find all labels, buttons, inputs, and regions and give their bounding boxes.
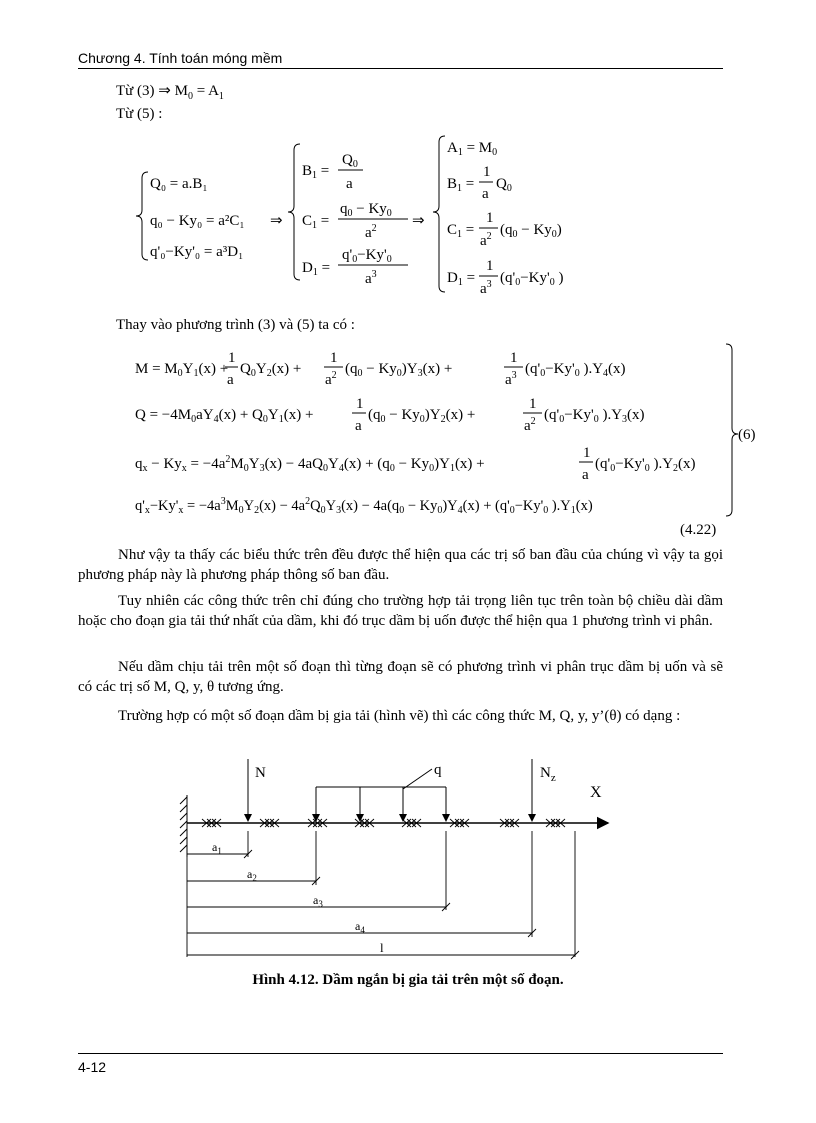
svg-text:Q0Y2(x) +: $Q_0Y_2(x)$ + xyxy=(240,361,302,379)
label-Nz: $N_z$ xyxy=(540,765,556,784)
equation-qprime-x: $q'_x-Ky'_x = -4a^3M_0Y_2(x) - 4a^2Q_0Y_3(x) - 4a(q_0 - Ky_0)Y_4(x) + (q'_0-Ky'_0$ )$.Y_1(x)$ xyxy=(135,496,593,516)
line-from-3: Từ (3) ⇒ $M_0 = A_1$ xyxy=(116,83,224,102)
svg-text:(q'0−Ky'0 ).Y3(x): ($q'_0-Ky'_0$ )$.Y_3(x)$ xyxy=(544,407,645,425)
sys1-line-2: q₀ − Ky₀ = a²C₁ xyxy=(150,213,245,229)
paragraph-4: Trường hợp có một số đoạn dầm bị gia tải (hình vẽ) thì các công thức M, Q, y, y’(θ) có dạng : xyxy=(118,708,681,724)
svg-text:(q0 − Ky0): $(q_0 - Ky_0)$ xyxy=(500,222,562,240)
svg-text:a3: $a^3$ xyxy=(480,279,492,297)
figure-caption: Hình 4.12. Dầm ngắn bị gia tải trên một số đoạn. xyxy=(252,972,564,988)
svg-text:⇒: ⇒ xyxy=(270,213,283,229)
svg-text:1: 1 xyxy=(583,445,591,461)
paragraph-3: Nếu dầm chịu tải trên một số đoạn thì từng đoạn sẽ có phương trình vi phân trục dầm bị uốn và sẽ có các trị số M, Q, y, θ tương ứng. xyxy=(78,659,723,695)
label-a2: $a_2$ xyxy=(247,867,257,883)
svg-text:a2: $a^2$ xyxy=(325,370,337,388)
svg-text:⇒: ⇒ xyxy=(412,213,425,229)
svg-text:a: a xyxy=(227,372,234,388)
svg-text:1: 1 xyxy=(356,396,364,412)
label-a3: $a_3$ xyxy=(313,893,323,909)
svg-text:a3: $a^3$ xyxy=(365,269,377,287)
fixed-support xyxy=(180,795,187,857)
label-X: X xyxy=(590,784,602,801)
svg-text:C1 =: $C_1$ = xyxy=(447,222,475,240)
label-N: N xyxy=(255,765,266,781)
svg-text:a3: $a^3$ xyxy=(505,370,517,388)
svg-text:C1 =: $C_1$ = xyxy=(302,213,330,231)
equation-system-1 xyxy=(110,130,610,308)
svg-text:(q0 − Ky0)Y2(x) +: $(q_0 - Ky_0)Y_2(x)$ + xyxy=(368,407,476,425)
svg-text:1: 1 xyxy=(228,350,236,366)
label-l: l xyxy=(380,940,384,955)
line-from-5: Từ (5) : xyxy=(116,106,163,122)
svg-text:q0 − Ky0: $q_0 - Ky_0$ xyxy=(340,201,392,219)
sys1-line-1: Q₀ = a.B₁ xyxy=(150,176,208,192)
label-q: q xyxy=(434,762,442,778)
beam-figure xyxy=(150,755,620,965)
svg-text:D1 =: $D_1$ = xyxy=(447,270,476,288)
svg-text:(q'0−Ky'0 ).Y4(x): ($q'_0-Ky'_0$ )$.Y_4(x)$ xyxy=(525,361,626,379)
svg-text:B1 =: $B_1$ = xyxy=(447,176,475,194)
svg-text:a2: $a^2$ xyxy=(524,416,536,434)
svg-text:Q0: $Q_0$ xyxy=(342,152,358,170)
equation-Q: $Q = -4M_0aY_4(x) + Q_0Y_1(x)$ + xyxy=(135,407,314,425)
svg-text:1: 1 xyxy=(486,210,494,226)
svg-text:(q'0−Ky'0 ).Y2(x): ($q'_0-Ky'_0$ )$.Y_2(x)$ xyxy=(595,456,696,474)
substitute-intro: Thay vào phương trình (3) và (5) ta có : xyxy=(116,317,355,333)
footer-rule xyxy=(78,1053,723,1054)
svg-text:a: a xyxy=(482,186,489,202)
svg-text:1: 1 xyxy=(529,396,537,412)
dimension-lines xyxy=(187,823,579,959)
chapter-header: Chương 4. Tính toán móng mềm xyxy=(78,50,283,66)
svg-text:A1 = M0: $A_1 = M_0$ xyxy=(447,140,498,158)
svg-text:a: a xyxy=(355,418,362,434)
distributed-load-q xyxy=(316,769,446,821)
page-number: 4-12 xyxy=(78,1059,107,1075)
equation-M: $M = M_0Y_1(x)$ + xyxy=(135,361,229,379)
label-a1: $a_1$ xyxy=(212,840,222,856)
svg-text:D1 =: $D_1$ = xyxy=(302,260,331,278)
svg-text:1: 1 xyxy=(330,350,338,366)
svg-text:(q0 − Ky0)Y3(x) +: $(q_0 - Ky_0)Y_3(x)$ + xyxy=(345,361,453,379)
svg-text:a2: $a^2$ xyxy=(365,223,377,241)
svg-text:1: 1 xyxy=(483,164,491,180)
svg-text:q'0−Ky'0: $q'_0-Ky'_0$ xyxy=(342,247,392,265)
svg-text:1: 1 xyxy=(486,258,494,274)
equation-qx: $q_x - Ky_x = -4a^2M_0Y_3(x) - 4aQ_0Y_4(x) + (q_0 - Ky_0)Y_1(x)$ + xyxy=(135,454,485,474)
svg-text:B1 =: $B_1$ = xyxy=(302,163,330,181)
equation-number-4-22: (4.22) xyxy=(680,522,717,538)
paragraph-1: Như vậy ta thấy các biểu thức trên đều được thể hiện qua các trị số ban đầu của chúng vì vậy ta gọi phương pháp này là phương pháp thông số ban đầu. xyxy=(78,547,723,583)
svg-text:a: a xyxy=(582,467,589,483)
svg-text:1: 1 xyxy=(510,350,518,366)
equation-number-6: (6) xyxy=(738,427,756,443)
svg-text:a2: $a^2$ xyxy=(480,231,492,249)
sys1-line-3: q'₀−Ky'₀ = a³D₁ xyxy=(150,244,244,260)
svg-text:Q0: $Q_0$ xyxy=(496,176,512,194)
svg-text:(q'0−Ky'0 ): ($q'_0-Ky'_0$ ) xyxy=(500,270,564,288)
svg-text:a: a xyxy=(346,176,353,192)
equation-system-6 xyxy=(130,340,770,560)
header-rule xyxy=(78,68,723,69)
label-a4: $a_4$ xyxy=(355,919,365,935)
paragraph-2: Tuy nhiên các công thức trên chỉ đúng cho trường hợp tải trọng liên tục trên toàn bộ chiều dài dầm hoặc cho đoạn gia tải thứ nhất của dầm, khi đó trục dầm bị uốn được thể hiện qua 1 phương trình vi phân. xyxy=(78,593,723,629)
